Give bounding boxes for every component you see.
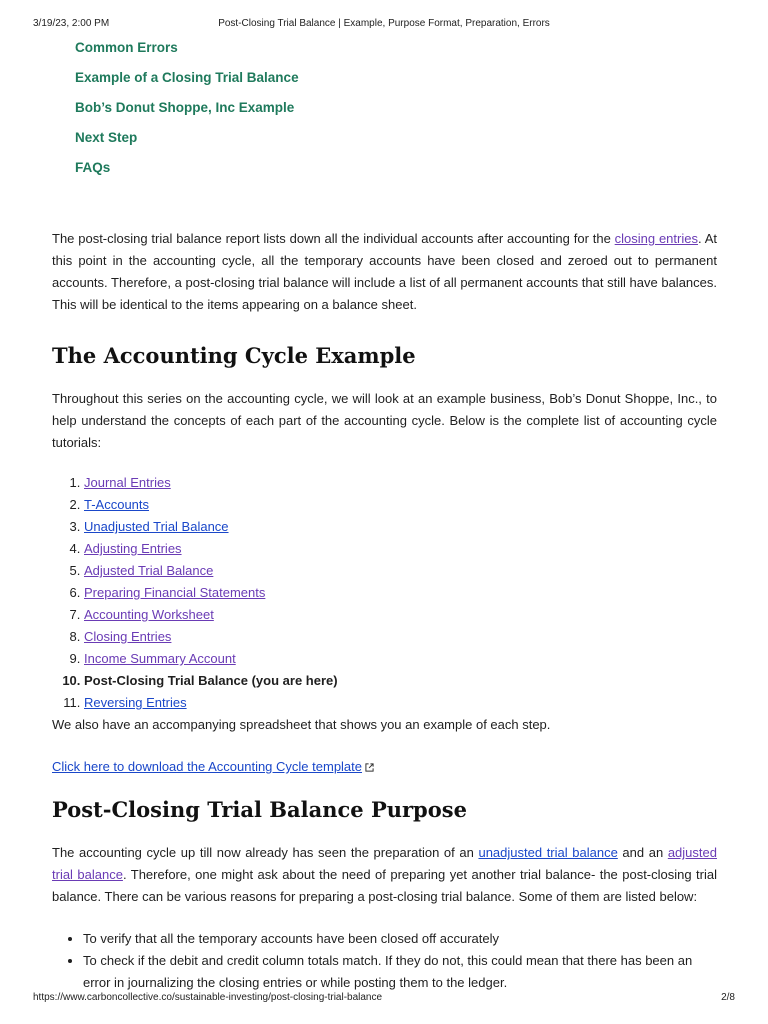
tutorial-link-closing-entries[interactable]: Closing Entries: [84, 629, 172, 644]
list-item-current: 10. Post-Closing Trial Balance (you are here): [84, 670, 717, 692]
unadjusted-trial-balance-link[interactable]: unadjusted trial balance: [478, 845, 618, 860]
purpose-paragraph: [52, 842, 717, 908]
toc-link-faqs[interactable]: FAQs: [75, 160, 111, 175]
list-item: [84, 692, 717, 714]
purpose-text-3: . Therefore, one might ask about the need of preparing yet another trial balance- the post-closing trial balance. There can be various reasons for preparing a post-closing trial balance. Some of them are listed below:: [52, 867, 717, 904]
tutorial-list: [52, 472, 717, 714]
intro-text-after: . At this point in the accounting cycle, all the temporary accounts have been closed and zeroed out to permanent accounts. Therefore, a post-closing trial balance will include a list of all permanent accounts that still have balances. This will be identical to the items appearing on a balance sheet.: [52, 231, 717, 312]
list-item: [84, 648, 717, 670]
list-item: [84, 538, 717, 560]
cycle-heading: The Accounting Cycle Example: [52, 343, 416, 368]
print-footer-page: 2/8: [721, 992, 735, 1003]
toc-item: [75, 68, 299, 98]
purpose-text-1: The accounting cycle up till now already has seen the preparation of an: [52, 845, 479, 860]
toc-link-bobs-example[interactable]: Bob’s Donut Shoppe, Inc Example: [75, 100, 295, 115]
list-item: [84, 626, 717, 648]
intro-text-before: The post-closing trial balance report lists down all the individual accounts after accounting for the: [52, 231, 615, 246]
list-item: [84, 582, 717, 604]
table-of-contents: [75, 38, 299, 188]
article-content: [52, 228, 717, 994]
toc-item: [75, 158, 299, 188]
spreadsheet-note: We also have an accompanying spreadsheet that shows you an example of each step.: [52, 717, 551, 732]
cycle-paragraph: Throughout this series on the accounting cycle, we will look at an example business, Bob’s Donut Shoppe, Inc., to help understand the concepts of each part of the accounting cycle. Below is the complete list of accounting cycle tutorials:: [52, 391, 717, 450]
tutorial-link-accounting-worksheet[interactable]: Accounting Worksheet: [84, 607, 214, 622]
tutorial-link-reversing-entries[interactable]: Reversing Entries: [84, 695, 187, 710]
list-item: [84, 472, 717, 494]
toc-link-next-step[interactable]: Next Step: [75, 130, 138, 145]
intro-paragraph: [52, 228, 717, 316]
external-link-icon: [365, 763, 374, 772]
tutorial-link-unadjusted-trial-balance[interactable]: Unadjusted Trial Balance: [84, 519, 229, 534]
toc-link-common-errors[interactable]: Common Errors: [75, 40, 178, 55]
tutorial-link-adjusted-trial-balance[interactable]: Adjusted Trial Balance: [84, 563, 214, 578]
purpose-text-2: and an: [617, 845, 668, 860]
tutorial-link-financial-statements[interactable]: Preparing Financial Statements: [84, 585, 266, 600]
toc-item: [75, 128, 299, 158]
list-item: [84, 516, 717, 538]
list-item: [84, 494, 717, 516]
tutorial-link-t-accounts[interactable]: T-Accounts: [84, 497, 150, 512]
download-paragraph: [52, 756, 717, 778]
tutorial-link-adjusting-entries[interactable]: Adjusting Entries: [84, 541, 182, 556]
list-item: [84, 560, 717, 582]
adjusted-trial-balance-link[interactable]: adjusted trial balance: [52, 845, 717, 882]
purpose-heading: Post-Closing Trial Balance Purpose: [52, 797, 467, 822]
print-footer-url: https://www.carboncollective.co/sustainable-investing/post-closing-trial-balance: [33, 992, 383, 1003]
list-item: [84, 604, 717, 626]
toc-item: [75, 38, 299, 68]
download-template-link[interactable]: Click here to download the Accounting Cycle template: [52, 759, 363, 774]
print-header-title: Post-Closing Trial Balance | Example, Purpose Format, Preparation, Errors: [218, 18, 550, 29]
toc-link-example[interactable]: Example of a Closing Trial Balance: [75, 70, 299, 85]
tutorial-link-income-summary[interactable]: Income Summary Account: [84, 651, 236, 666]
print-header-datetime: 3/19/23, 2:00 PM: [33, 18, 110, 29]
list-item: • To verify that all the temporary accounts have been closed off accurately: [83, 928, 717, 950]
tutorial-link-journal-entries[interactable]: Journal Entries: [84, 475, 171, 490]
closing-entries-link[interactable]: closing entries: [614, 231, 698, 246]
toc-item: [75, 98, 299, 128]
reasons-list: [52, 928, 717, 994]
list-item: • To check if the debit and credit column totals match. If they do not, this could mean that there has been an error in journalizing the closing entries or while posting them to the ledger.: [83, 950, 717, 994]
